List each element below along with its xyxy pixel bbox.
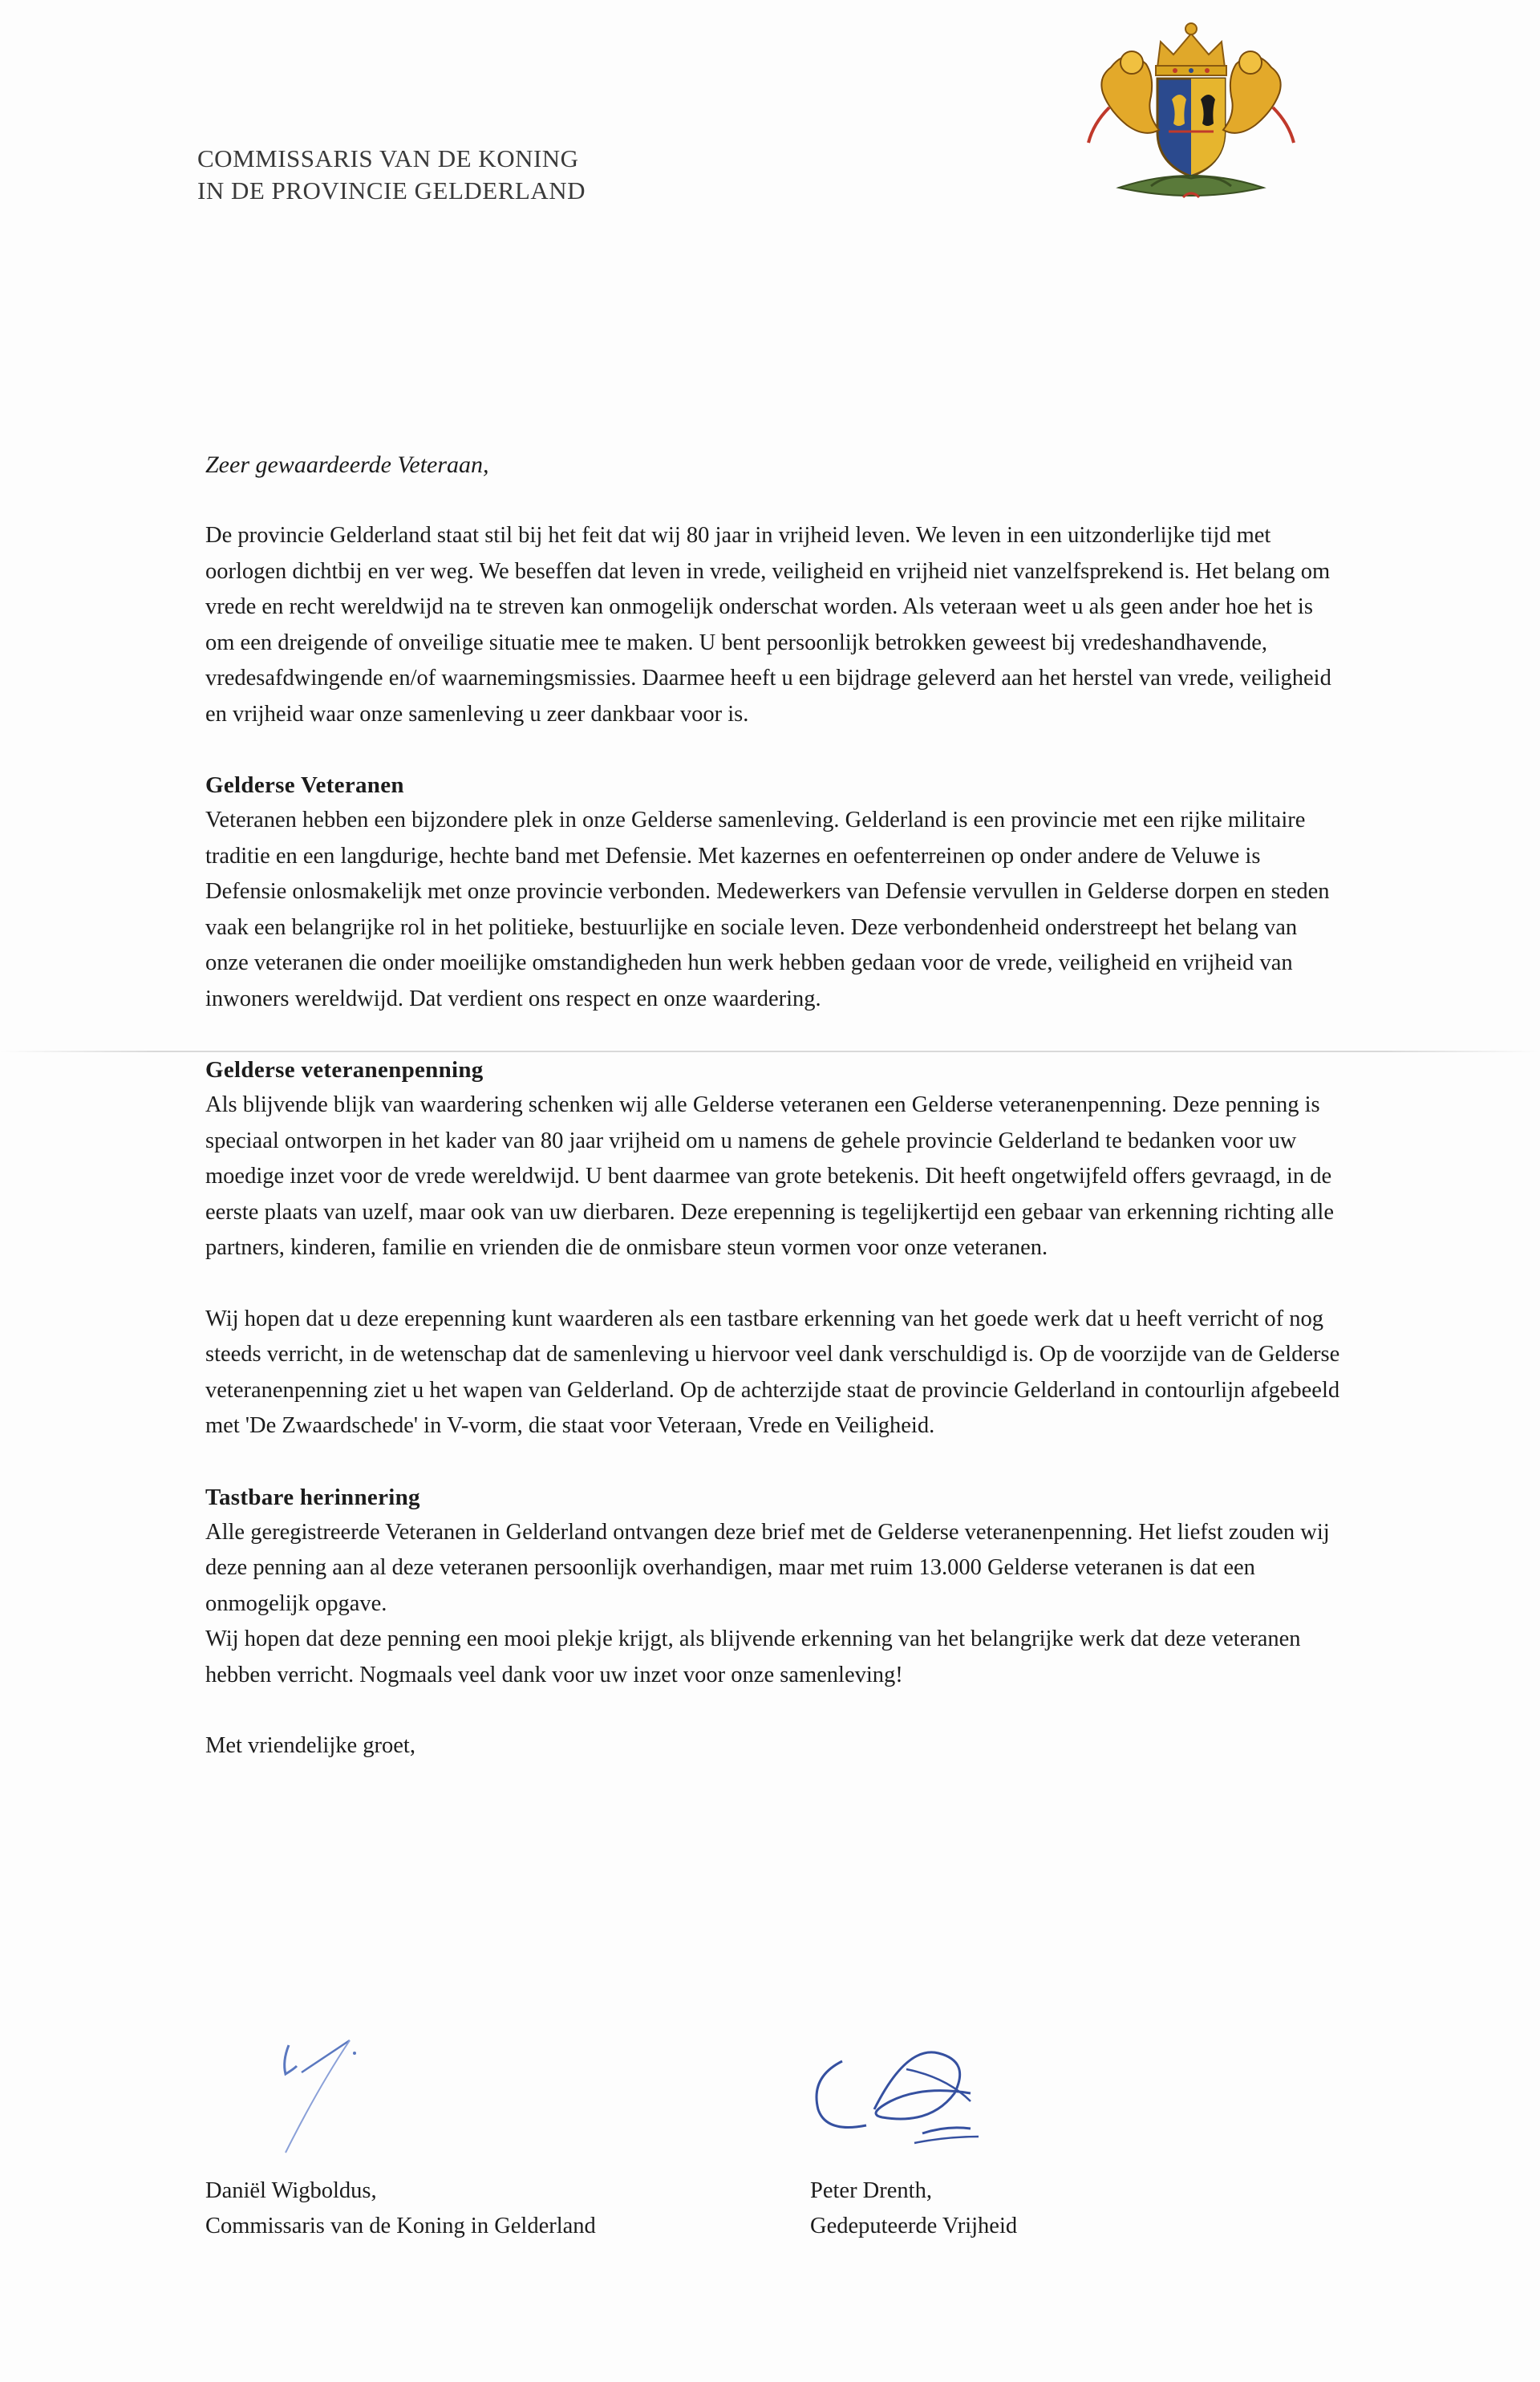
sender-block <box>197 143 586 207</box>
section-paragraph: Wij hopen dat u deze erepenning kunt waarderen als een tastbare erkenning van het goede werk dat u heeft verricht of nog steeds verricht, in de wetenschap dat de samenleving u hiervoor veel dank verschuldigd is. Op de voorzijde van de Gelderse veteranenpenning ziet u het wapen van Gelderland. Op de achterzijde staat de provincie Gelderland in contourlijn afgebeeld met 'De Zwaardschede' in V-vorm, die staat voor Veteraan, Vrede en Veiligheid. <box>205 1306 1340 1438</box>
lion-left-icon <box>1088 51 1159 143</box>
section-veteranenpenning <box>205 1052 1344 1444</box>
section-paragraph: Veteranen hebben een bijzondere plek in onze Gelderse samenleving. Gelderland is een provincie met een rijke militaire traditie en een langdurige, hechte band met Defensie. Met kazernes en oefenterreinen op onder andere de Veluwe is Defensie onlosmakelijk met onze provincie verbonden. Medewerkers van Defensie vervullen in Gelderse dorpen en steden vaak een belangrijke rol in het politieke, bestuurlijke en sociale leven. Deze verbondenheid onderstreept het belang van onze veteranen die onder moeilijke omstandigheden hun werk hebben gedaan voor de vrede, veiligheid en vrijheid van inwoners wereldwijd. Dat verdient ons respect en onze waardering. <box>205 808 1330 1011</box>
section-heading: Gelderse Veteranen <box>205 772 404 798</box>
section-heading: Tastbare herinnering <box>205 1484 420 1510</box>
sender-line-2: IN DE PROVINCIE GELDERLAND <box>197 176 586 205</box>
crown-icon <box>1156 23 1226 75</box>
coat-of-arms-icon <box>1063 11 1319 220</box>
section-gelderse-veteranen <box>205 768 1344 1017</box>
shield-icon <box>1157 79 1225 176</box>
section-paragraph: Alle geregistreerde Veteranen in Gelderland ontvangen deze brief met de Gelderse veteranenpenning. Het liefst zouden wij deze penning aan al deze veteranen persoonlijk overhandigen, maar met ruim 13.000 Gelderse veteranen is dat een onmogelijk opgave. <box>205 1519 1330 1616</box>
sender-line-1: COMMISSARIS VAN DE KONING <box>197 144 579 172</box>
section-paragraph: Wij hopen dat deze penning een mooi plekje krijgt, als blijvende erkenning van het belangrijke werk dat deze veteranen hebben verricht. Nogmaals veel dank voor uw inzet voor onze samenleving! <box>205 1626 1301 1687</box>
intro-paragraph: De provincie Gelderland staat stil bij het feit dat wij 80 jaar in vrijheid leven. We leven in een uitzonderlijke tijd met oorlogen dichtbij en ver weg. We beseffen dat leven in vrede, veiligheid en vrijheid niet vanzelfsprekend is. Het belang om vrede en recht wereldwijd na te streven kan onmogelijk onderschat worden. Als veteraan weet u als geen ander hoe het is om een dreigende of onveilige situatie mee te maken. U bent persoonlijk betrokken geweest bij vredeshandhavende, vredesafdwingende en/of waarnemingsmissies. Daarmee heeft u een bijdrage geleverd aan het herstel van vrede, veiligheid en vrijheid waar onze samenleving u zeer dankbaar voor is. <box>205 523 1331 727</box>
salutation: Zeer gewaardeerde Veteraan, <box>205 452 489 478</box>
signatory-role: Gedeputeerde Vrijheid <box>810 2214 1018 2238</box>
signatory-role: Commissaris van de Koning in Gelderland <box>205 2214 596 2238</box>
closing-greeting: Met vriendelijke groet, <box>205 1733 415 1758</box>
section-heading: Gelderse veteranenpenning <box>205 1057 484 1083</box>
signatory-right <box>810 2173 1017 2244</box>
handwritten-signature-icon <box>786 2013 1027 2165</box>
signatory-left <box>205 2173 596 2244</box>
signatory-name: Daniël Wigboldus, <box>205 2178 377 2203</box>
signatory-name: Peter Drenth, <box>810 2178 932 2203</box>
section-paragraph: Als blijvende blijk van waardering schenken wij alle Gelderse veteranen een Gelderse veteranenpenning. Deze penning is speciaal ontworpen in het kader van 80 jaar vrijheid om u namens de gehele provincie Gelderland te bedanken voor uw moedige inzet voor de vrede wereldwijd. U bent daarmee van grote betekenis. Dit heeft ongetwijfeld offers gevraagd, in de eerste plaats van uzelf, maar ook van uw dierbaren. Deze erepenning is tegelijkertijd een gebaar van erkenning richting alle partners, kinderen, familie en vrienden die de onmisbare steun vormen voor onze veteranen. <box>205 1092 1334 1260</box>
lion-right-icon <box>1223 51 1294 143</box>
letter-body <box>205 448 1344 1764</box>
section-tastbare-herinnering <box>205 1480 1344 1694</box>
handwritten-signature-icon <box>257 2021 417 2157</box>
